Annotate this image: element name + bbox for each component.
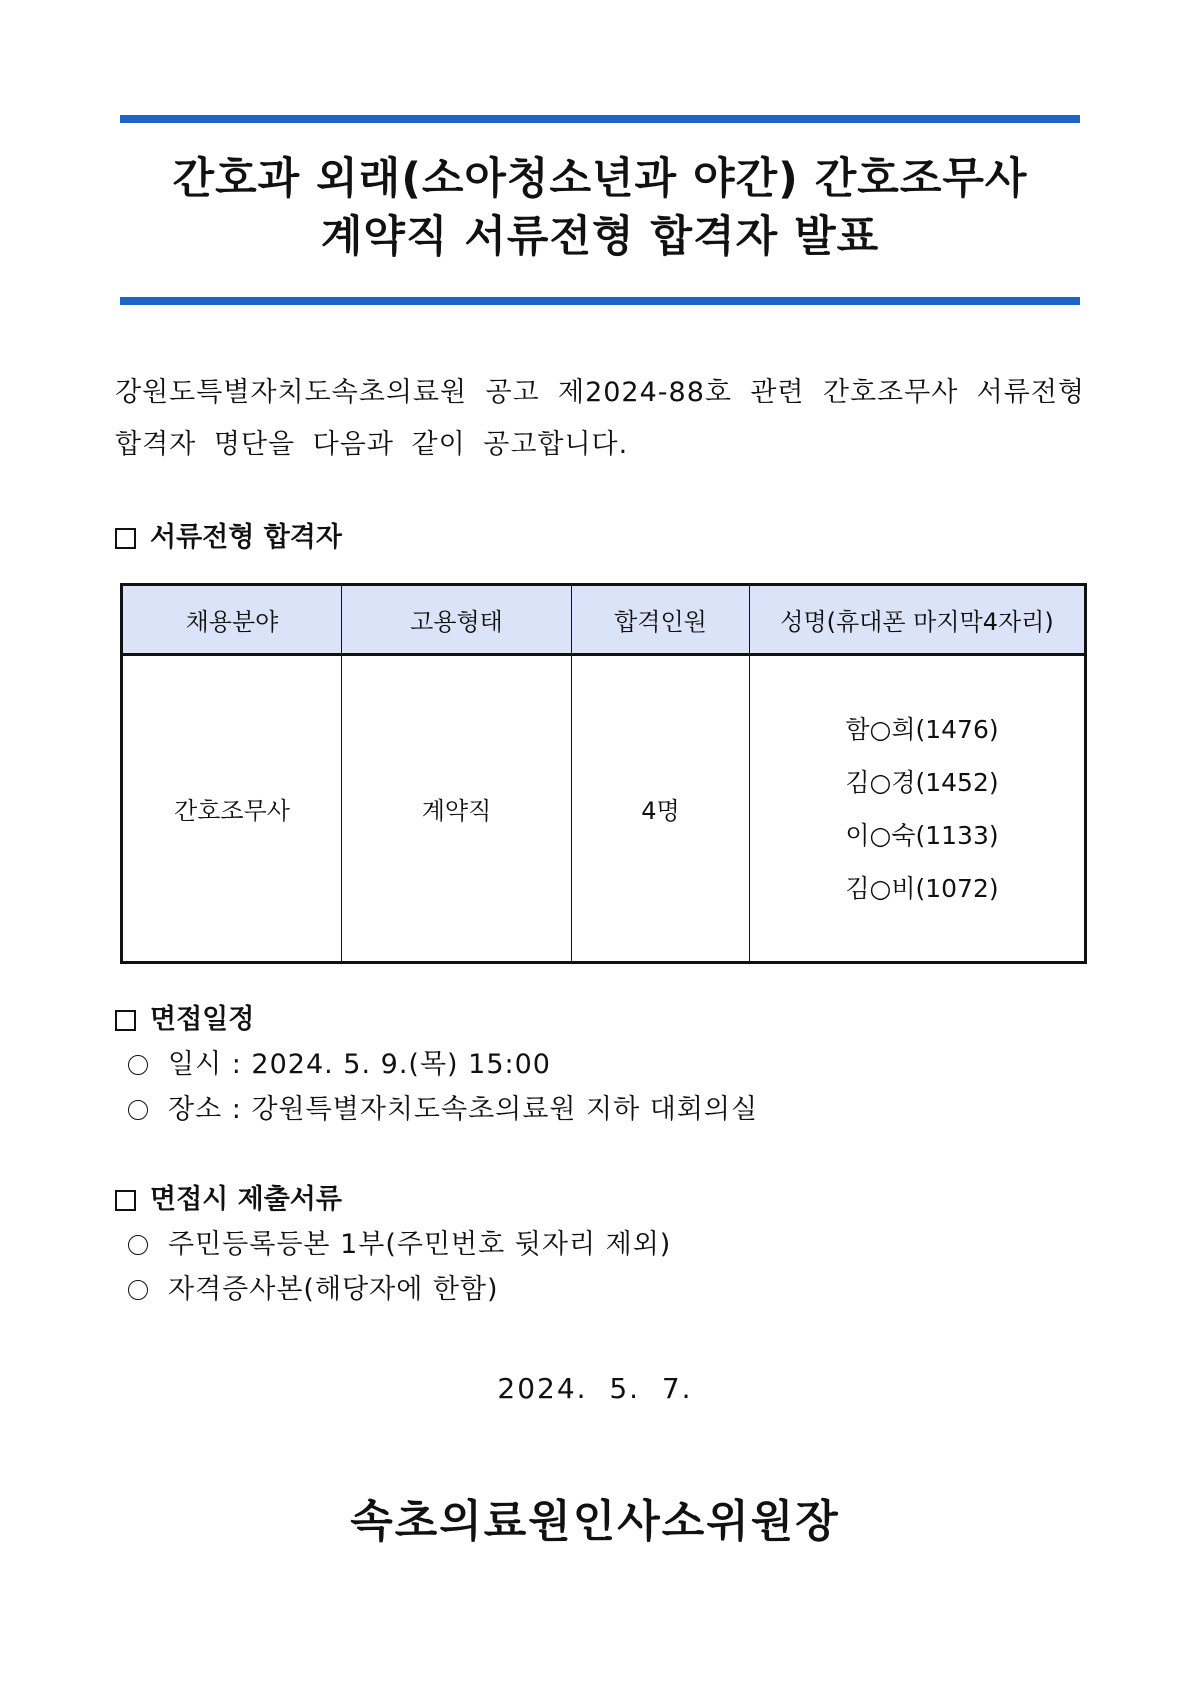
list-item [128, 1227, 671, 1263]
intro-paragraph: 강원도특별자치도속초의료원 공고 제2024-88호 관련 간호조무사 서류전형 합격자 명단을 다음과 같이 공고합니다. [115, 377, 1085, 460]
results-table [120, 583, 1087, 964]
document-item: 자격증사본(해당자에 한함) [168, 1274, 499, 1305]
count-cell: 4명 [572, 655, 750, 963]
list-item [128, 1272, 499, 1308]
name-entry: 김○비(1072) [845, 873, 999, 903]
announcement-date: 2024. 5. 7. [497, 1372, 693, 1405]
page-title [120, 150, 1080, 266]
name-entry: 김○경(1452) [845, 767, 999, 797]
results-heading-label: 서류전형 합격자 [150, 522, 342, 553]
title-line-1: 간호과 외래(소아청소년과 야간) 간호조무사 [172, 154, 1028, 204]
circle-bullet-icon [128, 1235, 148, 1255]
bottom-rule [120, 297, 1080, 305]
name-entry: 이○숙(1133) [845, 820, 999, 850]
column-header: 성명(휴대폰 마지막4자리) [750, 585, 1086, 655]
column-header: 채용분야 [122, 585, 342, 655]
names-cell [750, 655, 1086, 963]
documents-heading-label: 면접시 제출서류 [150, 1184, 342, 1215]
list-item [128, 1047, 551, 1083]
employment-cell: 계약직 [342, 655, 572, 963]
interview-heading-label: 면접일정 [150, 1004, 255, 1035]
document-item: 주민등록등본 1부(주민번호 뒷자리 제외) [168, 1229, 672, 1260]
signature: 속초의료원인사소위원장 [350, 1496, 840, 1547]
top-rule [120, 115, 1080, 123]
circle-bullet-icon [128, 1280, 148, 1300]
circle-bullet-icon [128, 1055, 148, 1075]
column-header: 합격인원 [572, 585, 750, 655]
name-entry: 함○희(1476) [845, 714, 999, 744]
square-bullet-icon [115, 1190, 136, 1211]
table-row [122, 655, 1086, 963]
table-header-row [122, 585, 1086, 655]
title-line-2: 계약직 서류전형 합격자 발표 [320, 212, 880, 262]
circle-bullet-icon [128, 1100, 148, 1120]
results-heading [115, 520, 342, 556]
list-item [128, 1092, 758, 1128]
field-cell: 간호조무사 [122, 655, 342, 963]
interview-location: 장소 : 강원특별자치도속초의료원 지하 대회의실 [168, 1094, 759, 1125]
square-bullet-icon [115, 1010, 136, 1031]
interview-heading [115, 1002, 254, 1038]
square-bullet-icon [115, 528, 136, 549]
column-header: 고용형태 [342, 585, 572, 655]
documents-heading [115, 1182, 342, 1218]
interview-datetime: 일시 : 2024. 5. 9.(목) 15:00 [168, 1049, 551, 1080]
